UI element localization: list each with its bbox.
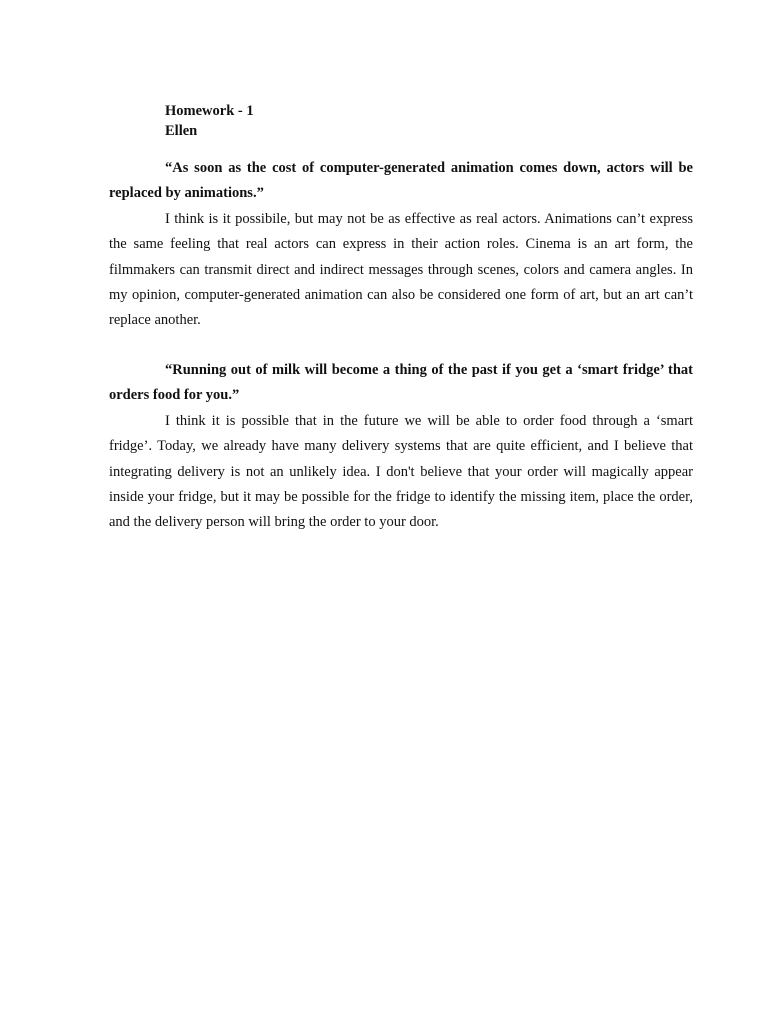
section-2-response: I think it is possible that in the future we will be able to order food through a ‘smart fridge’. Today, we already have many delivery systems that are quite efficient, and I believe that integrating delivery is not an unlikely idea. I don't believe that your order will magically appear inside your fridge, but it may be possible for the fridge to identify the missing item, place the order, and the delivery person will bring the order to your door. <box>109 412 693 531</box>
document-header <box>165 101 254 141</box>
section-1-response: I think is it possibile, but may not be as effective as real actors. Animations can’t express the same feeling that real actors can express in their action roles. Cinema is an art form, the filmmakers can transmit direct and indirect messages through scenes, colors and camera angles. In my opinion, computer-generated animation can also be considered one form of art, but an art can’t replace another. <box>109 210 693 329</box>
section-2-prompt: “Running out of milk will become a thing of the past if you get a ‘smart fridge’ that orders food for you.” <box>109 362 693 404</box>
section-1-prompt: “As soon as the cost of computer-generated animation comes down, actors will be replaced by animations.” <box>109 160 693 202</box>
section-2 <box>109 358 693 536</box>
homework-title: Homework - 1 <box>165 103 254 119</box>
section-1 <box>109 156 693 334</box>
author-name: Ellen <box>165 123 198 139</box>
